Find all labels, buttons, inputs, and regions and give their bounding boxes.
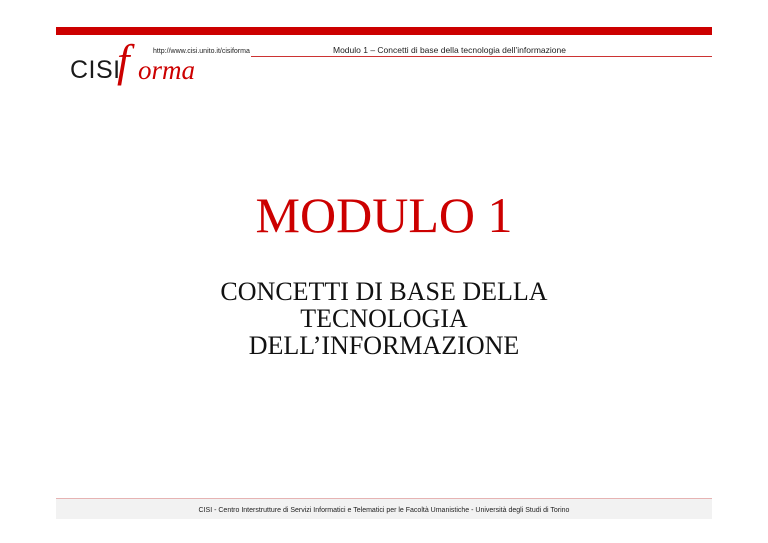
subtitle-line-3: DELL’INFORMAZIONE [248, 331, 520, 360]
header-url[interactable]: http://www.cisi.unito.it/cisiforma [153, 48, 250, 55]
logo-orma-text: orma [138, 55, 196, 85]
footer-text: CISI - Centro Interstrutture di Servizi Informatici e Telematici per le Facoltà Umanistiche - Università degli Studi di Torino [198, 507, 570, 514]
slide-subtitle [0, 278, 768, 359]
subtitle-line-2: TECNOLOGIA [300, 304, 468, 333]
header-title: Modulo 1 – Concetti di base della tecnologia dell’informazione [333, 45, 566, 55]
top-accent-bar [56, 27, 712, 35]
header-divider [251, 56, 712, 57]
slide-title: MODULO 1 [255, 187, 513, 243]
logo-f-letter: f [117, 36, 130, 86]
footer-bar [56, 498, 712, 519]
subtitle-line-1: CONCETTI DI BASE DELLA [220, 277, 548, 306]
logo-cisi-text: CISI [70, 56, 121, 84]
